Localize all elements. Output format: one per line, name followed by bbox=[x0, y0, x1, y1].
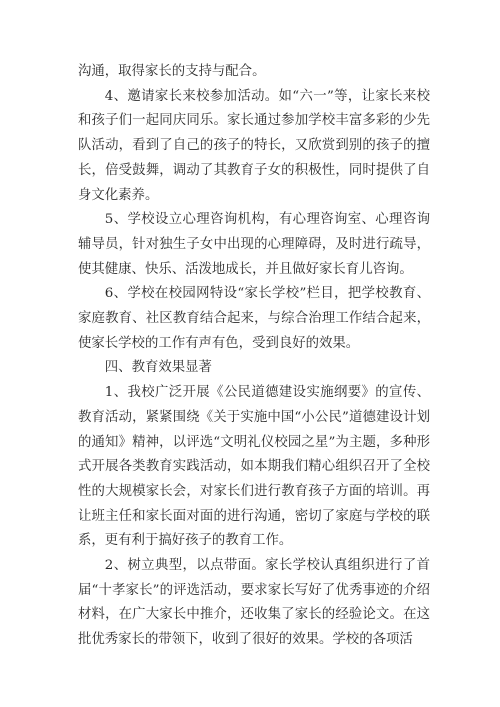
paragraph-item-5: 5、学校设立心理咨询机构，有心理咨询室、心理咨询辅导员，针对独生子女中出现的心理障碍，及时进行疏导，使其健康、快乐、活泼地成长，并且做好家长育儿咨询。 bbox=[78, 212, 430, 277]
paragraph-item-6: 6、学校在校园网特设“家长学校”栏目，把学校教育、家庭教育、社区教育结合起来，与综合治理工作结合起来，使家长学校的工作有声有色，受到良好的效果。 bbox=[78, 286, 430, 351]
paragraph-effect-2: 2、树立典型，以点带面。家长学校认真组织进行了首届“十孝家长”的评选活动，要求家长写好了优秀事迹的介绍材料，在广大家长中推介，还收集了家长的经验论文。在这批优秀家长的带领下，收到了很好的效果。学校的各项活 bbox=[78, 558, 430, 648]
paragraph-item-4: 4、邀请家长来校参加活动。如“六一”等，让家长来校和孩子们一起同庆同乐。家长通过参加学校丰富多彩的少先队活动，看到了自己的孩子的特长，又欣赏到别的孩子的擅长，倍受鼓舞，调动了其教育子女的积极性，同时提供了自身文化素养。 bbox=[78, 88, 430, 203]
paragraph-continuation: 沟通，取得家长的支持与配合。 bbox=[78, 64, 266, 79]
document-body bbox=[78, 60, 430, 653]
section-heading: 四、教育效果显著 bbox=[104, 360, 212, 376]
paragraph-effect-1: 1、我校广泛开展《公民道德建设实施纲要》的宣传、教育活动，紧紧围绕《关于实施中国“小公民”道德建设计划的通知》精神，以评选“文明礼仪校园之星”为主题，多种形式开展各类教育实践活动，如本期我们精心组织召开了全校性的大规模家长会，对家长们进行教育孩子方面的培训。再让班主任和家长面对面的进行沟通，密切了家庭与学校的联系，更有利于搞好孩子的教育工作。 bbox=[78, 385, 430, 549]
